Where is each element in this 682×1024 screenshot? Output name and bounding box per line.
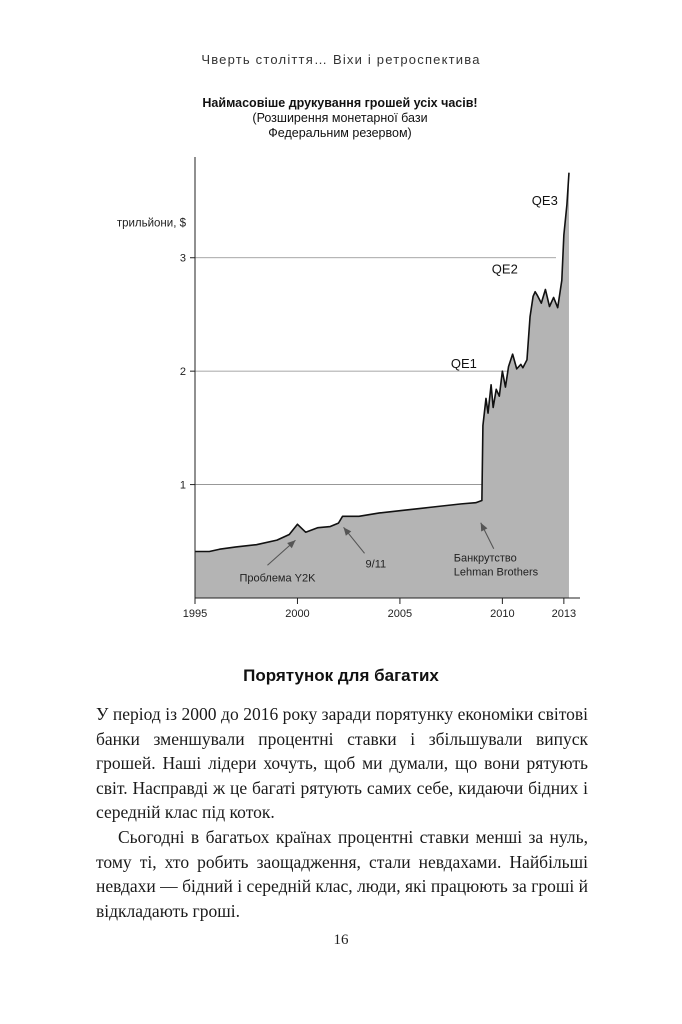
annotation-qe2: QE2 xyxy=(491,261,518,277)
annotation-qe3: QE3 xyxy=(531,193,558,209)
x-tick-label: 1995 xyxy=(182,608,208,620)
chart-title: Наймасовіше друкування грошей усіх часів! xyxy=(202,96,478,110)
chart-subtitle-line-2: Федеральним резервом) xyxy=(268,126,412,140)
page-number: 16 xyxy=(333,932,349,948)
paragraph-2: Сьогодні в багатьох країнах процентні ставки менші за нуль, тому ті, хто робить заощадження, стали невдахами. Найбільші невдахи — бідний і середній клас, люди, які працюють за гроші й відкладають гроші. xyxy=(96,826,588,921)
annotation-911: 9/11 xyxy=(365,558,387,571)
running-head: Чверть століття… Віхи і ретроспектива xyxy=(201,52,481,67)
chart-subtitle-line-1: (Розширення монетарної бази xyxy=(252,111,428,125)
x-tick-label: 2000 xyxy=(285,608,310,620)
y-axis-label: трильйони, $ xyxy=(116,217,186,230)
y-tick-label: 3 xyxy=(179,252,186,265)
area-layer xyxy=(195,173,569,598)
x-tick-label: 2013 xyxy=(551,608,577,620)
y-tick-label: 2 xyxy=(179,366,186,379)
section-heading: Порятунок для багатих xyxy=(243,666,439,685)
x-tick-label: 2010 xyxy=(490,608,515,620)
annotation-qe1: QE1 xyxy=(450,356,477,372)
annotation-lehman-line-2: Lehman Brothers xyxy=(453,566,539,579)
annotation-lehman-line-1: Банкрутство xyxy=(453,552,517,565)
monetary-base-chart xyxy=(100,150,590,630)
y-tick-label: 1 xyxy=(179,479,186,492)
body-text xyxy=(96,702,588,923)
annotation-y2k: Проблема Y2K xyxy=(239,572,316,585)
series-area xyxy=(195,173,569,598)
paragraph-1: У період із 2000 до 2016 року заради порятунку економіки світові банки зменшували процентні ставки і збільшували випуск грошей. Наші лідери хочуть, щоб ми думали, що вони рятують світ. Насправді ж це багаті рятують самих себе, кидаючи бідних і середній клас під коток. xyxy=(96,704,588,823)
x-tick-label: 2005 xyxy=(387,608,413,620)
chart-title-block xyxy=(120,96,560,141)
